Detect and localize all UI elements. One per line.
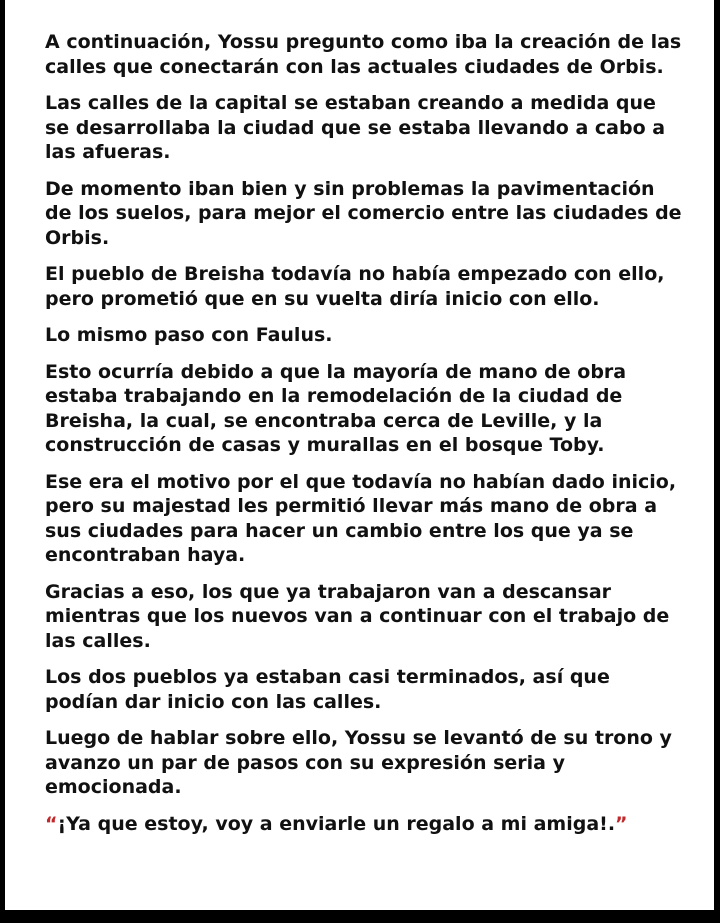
open-quote-mark: “ <box>45 812 58 835</box>
dialogue-line <box>45 812 685 837</box>
paragraph-10: Luego de hablar sobre ello, Yossu se levantó de su trono y avanzo un par de pasos con su expresión seria y emocionada. <box>45 727 672 798</box>
paragraph-8: Gracias a eso, los que ya trabajaron van a descansar mientras que los nuevos van a continuar con el trabajo de las calles. <box>45 580 670 652</box>
close-quote-mark: ” <box>615 812 628 835</box>
paragraph-3: De momento iban bien y sin problemas la pavimentación de los suelos, para mejor el comercio entre las ciudades de Orbis. <box>45 177 682 249</box>
paragraph-2: Las calles de la capital se estaban creando a medida que se desarrollaba la ciudad que se estaba llevando a cabo a las afueras. <box>45 92 666 163</box>
dialogue-text: ¡Ya que estoy, voy a enviarle un regalo a mi amiga!. <box>57 812 616 835</box>
document-body <box>45 30 685 848</box>
paragraph-6: Esto ocurría debido a que la mayoría de mano de obra estaba trabajando en la remodelación de la ciudad de Breisha, la cual, se encontraba cerca de Leville, y la construcción de casas y murallas en el bosque Toby. <box>45 360 627 456</box>
document-page <box>5 0 714 910</box>
paragraph-9: Los dos pueblos ya estaban casi terminados, así que podían dar inicio con las calles. <box>45 666 610 713</box>
paragraph-1: A continuación, Yossu pregunto como iba la creación de las calles que conectarán con las actuales ciudades de Orbis. <box>45 31 682 78</box>
paragraph-5: Lo mismo paso con Faulus. <box>45 324 333 346</box>
paragraph-7: Ese era el motivo por el que todavía no habían dado inicio, pero su majestad les permitió llevar más mano de obra a sus ciudades para hacer un cambio entre los que ya se encontraban haya. <box>45 470 677 566</box>
paragraph-4: El pueblo de Breisha todavía no había empezado con ello, pero prometió que en su vuelta diría inicio con ello. <box>45 263 665 310</box>
